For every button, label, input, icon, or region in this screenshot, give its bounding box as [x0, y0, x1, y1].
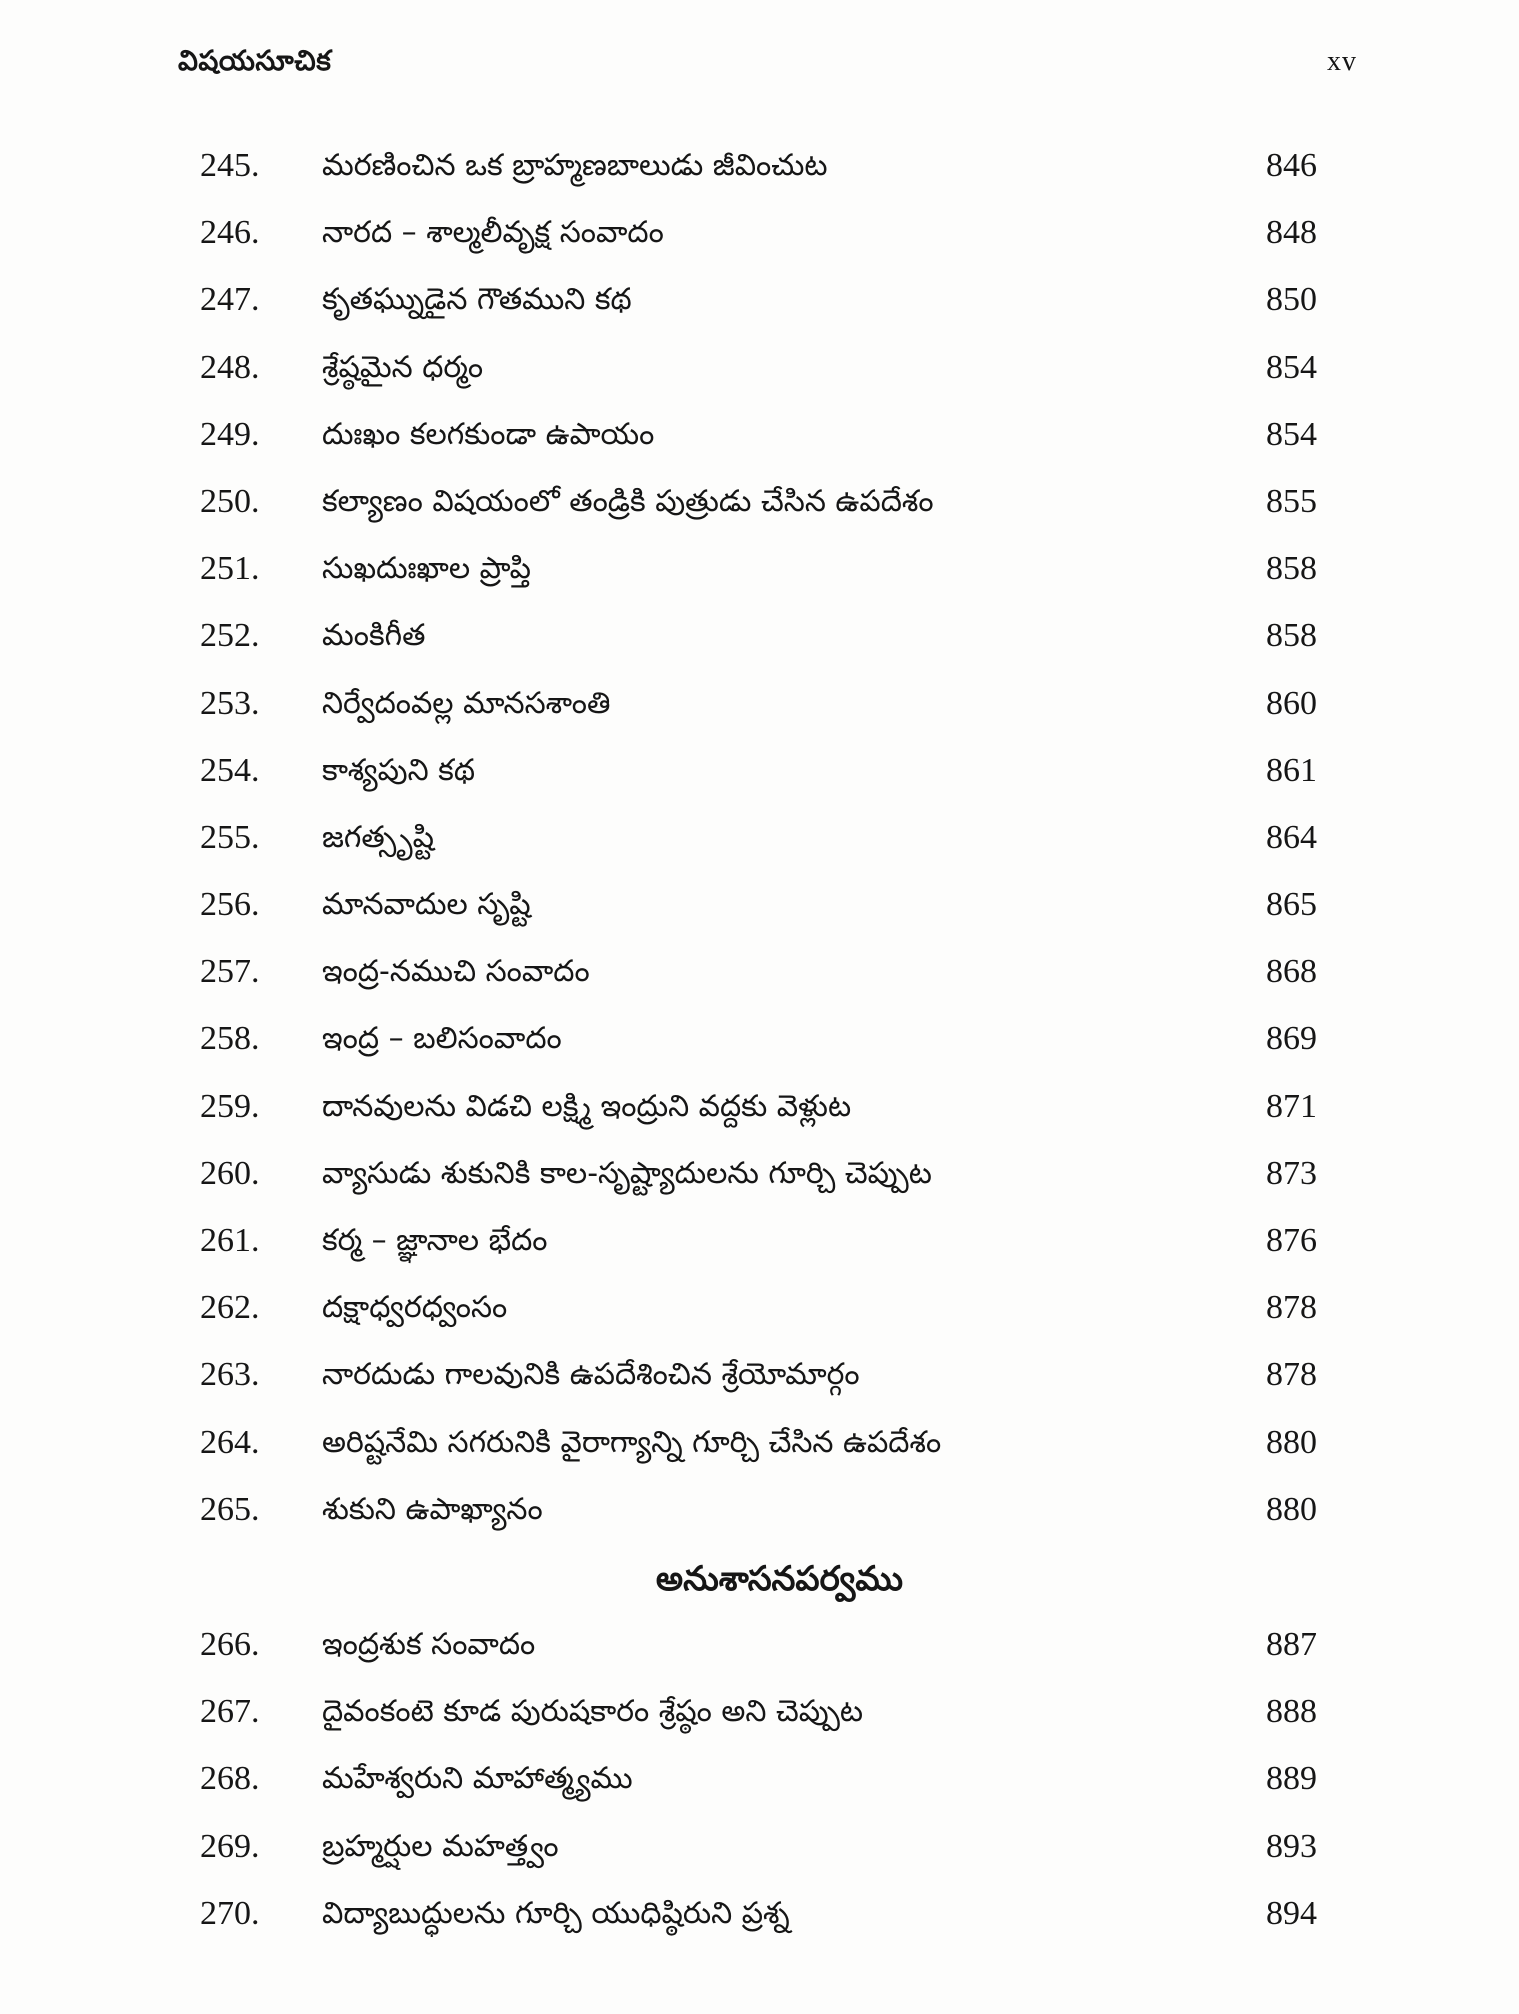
- toc-entry: [0, 549, 1519, 616]
- entry-title: మరణించిన ఒక బ్రాహ్మణబాలుడు జీవించుట: [322, 148, 828, 183]
- entry-page-number: 854: [1266, 415, 1317, 453]
- entry-page-number: 876: [1266, 1222, 1317, 1259]
- entry-page-number: 880: [1266, 1490, 1317, 1528]
- entry-title: వ్యాసుడు శుకునికి కాల-సృష్ట్యాదులను గూర్చి చెప్పుట: [322, 1155, 932, 1191]
- toc-entry: [0, 1221, 1519, 1288]
- entry-page-number: 880: [1266, 1423, 1317, 1461]
- entry-number: 256.: [200, 886, 260, 924]
- entry-title: జగత్సృష్టి: [322, 819, 434, 855]
- toc-entry: [0, 684, 1519, 751]
- entry-page-number: 894: [1266, 1894, 1317, 1932]
- entry-title: అరిష్టనేమి సగరునికి వైరాగ్యాన్ని గూర్చి చేసిన ఉపదేశం: [322, 1424, 942, 1460]
- entry-number: 261.: [200, 1222, 260, 1259]
- toc-entries-anushasana: [0, 1625, 1519, 1961]
- entry-page-number: 868: [1266, 953, 1317, 991]
- entry-number: 246.: [200, 214, 260, 252]
- entry-number: 262.: [200, 1289, 260, 1327]
- entry-page-number: 873: [1266, 1154, 1317, 1192]
- toc-entry: [0, 1019, 1519, 1086]
- entry-page-number: 871: [1266, 1087, 1317, 1125]
- entry-title: సుఖదుఃఖాల ప్రాప్తి: [322, 551, 531, 587]
- toc-entries-shanti: [0, 146, 1519, 1557]
- entry-page-number: 848: [1266, 214, 1317, 252]
- toc-entry: [0, 415, 1519, 482]
- entry-number: 254.: [200, 751, 260, 789]
- entry-page-number: 893: [1266, 1827, 1317, 1865]
- entry-number: 266.: [200, 1625, 260, 1663]
- entry-title: ఇంద్ర-నముచి సంవాదం: [322, 954, 590, 990]
- entry-page-number: 878: [1266, 1289, 1317, 1327]
- entry-number: 267.: [200, 1693, 260, 1731]
- toc-entry: [0, 1827, 1519, 1894]
- toc-entry: [0, 146, 1519, 213]
- entry-page-number: 854: [1266, 348, 1317, 386]
- entry-page-number: 850: [1266, 281, 1317, 319]
- entry-title: నిర్వేదంవల్ల మానసశాంతి: [322, 685, 611, 721]
- entry-number: 259.: [200, 1087, 260, 1125]
- entry-title: శుకుని ఉపాఖ్యానం: [322, 1491, 543, 1527]
- entry-number: 258.: [200, 1020, 260, 1058]
- entry-number: 253.: [200, 684, 260, 722]
- entry-number: 257.: [200, 953, 260, 991]
- entry-number: 247.: [200, 281, 260, 319]
- toc-entry: [0, 348, 1519, 415]
- entry-title: మంకిగీత: [322, 618, 426, 654]
- toc-entry: [0, 1490, 1519, 1557]
- entry-title: మానవాదుల సృష్టి: [322, 887, 531, 923]
- entry-title: నారద – శాల్మలీవృక్ష సంవాదం: [322, 215, 664, 251]
- entry-number: 248.: [200, 348, 260, 386]
- entry-title: దక్షాధ్వరధ్వంసం: [322, 1290, 508, 1326]
- toc-entry: [0, 616, 1519, 683]
- entry-title: కర్మ – జ్ఞానాల భేదం: [322, 1223, 548, 1258]
- entry-page-number: 846: [1266, 147, 1317, 184]
- toc-entry: [0, 1154, 1519, 1221]
- entry-page-number: 864: [1266, 818, 1317, 856]
- page-number: xv: [1327, 46, 1357, 77]
- entry-page-number: 855: [1266, 482, 1317, 520]
- entry-number: 252.: [200, 617, 260, 655]
- entry-title: మహేశ్వరుని మాహాత్మ్యము: [322, 1761, 633, 1797]
- entry-page-number: 888: [1266, 1693, 1317, 1731]
- toc-entry: [0, 280, 1519, 347]
- table-of-contents: [0, 146, 1519, 1961]
- toc-entry: [0, 751, 1519, 818]
- entry-title: దుఃఖం కలగకుండా ఉపాయం: [322, 416, 655, 452]
- toc-entry: [0, 1759, 1519, 1826]
- entry-number: 269.: [200, 1827, 260, 1865]
- entry-page-number: 889: [1266, 1760, 1317, 1798]
- entry-number: 255.: [200, 818, 260, 856]
- entry-page-number: 861: [1266, 751, 1317, 789]
- entry-title: కల్యాణం విషయంలో తండ్రికి పుత్రుడు చేసిన ఉపదేశం: [322, 483, 934, 519]
- toc-entry: [0, 885, 1519, 952]
- toc-entry: [0, 1625, 1519, 1692]
- entry-number: 268.: [200, 1760, 260, 1798]
- entry-page-number: 858: [1266, 617, 1317, 655]
- running-head: విషయసూచిక: [178, 44, 332, 77]
- entry-number: 245.: [200, 147, 260, 184]
- entry-title: బ్రహ్మర్షుల మహత్త్వం: [322, 1828, 559, 1864]
- entry-number: 263.: [200, 1356, 260, 1394]
- entry-page-number: 878: [1266, 1356, 1317, 1394]
- entry-title: ఇంద్రశుక సంవాదం: [322, 1626, 536, 1662]
- entry-title: దైవంకంటె కూడ పురుషకారం శ్రేష్ఠం అని చెప్పుట: [322, 1694, 864, 1730]
- entry-number: 264.: [200, 1423, 260, 1461]
- entry-number: 250.: [200, 482, 260, 520]
- toc-entry: [0, 1423, 1519, 1490]
- toc-entry: [0, 482, 1519, 549]
- section-heading: అనుశాసనపర్వము: [655, 1558, 904, 1599]
- entry-title: విద్యాబుద్ధులను గూర్చి యుధిష్ఠిరుని ప్రశ్న: [322, 1895, 790, 1931]
- toc-entry: [0, 1894, 1519, 1961]
- entry-title: దానవులను విడచి లక్ష్మి ఇంద్రుని వద్దకు వెళ్లుట: [322, 1088, 852, 1124]
- toc-entry: [0, 952, 1519, 1019]
- entry-number: 265.: [200, 1490, 260, 1528]
- entry-page-number: 869: [1266, 1020, 1317, 1058]
- entry-title: కృతఘ్నుడైన గౌతముని కథ: [322, 282, 632, 318]
- entry-title: ఇంద్ర – బలిసంవాదం: [322, 1021, 562, 1057]
- entry-number: 260.: [200, 1154, 260, 1192]
- entry-title: నారదుడు గాలవునికి ఉపదేశించిన శ్రేయోమార్గం: [322, 1357, 860, 1393]
- entry-number: 270.: [200, 1894, 260, 1932]
- toc-entry: [0, 1288, 1519, 1355]
- entry-title: కాశ్యపుని కథ: [322, 752, 476, 788]
- toc-entry: [0, 213, 1519, 280]
- entry-title: శ్రేష్ఠమైన ధర్మం: [322, 349, 484, 385]
- entry-page-number: 887: [1266, 1625, 1317, 1663]
- toc-entry: [0, 1692, 1519, 1759]
- toc-entry: [0, 1355, 1519, 1422]
- entry-page-number: 860: [1266, 684, 1317, 722]
- entry-number: 249.: [200, 415, 260, 453]
- toc-entry: [0, 1087, 1519, 1154]
- entry-number: 251.: [200, 550, 260, 588]
- toc-entry: [0, 818, 1519, 885]
- entry-page-number: 865: [1266, 886, 1317, 924]
- entry-page-number: 858: [1266, 550, 1317, 588]
